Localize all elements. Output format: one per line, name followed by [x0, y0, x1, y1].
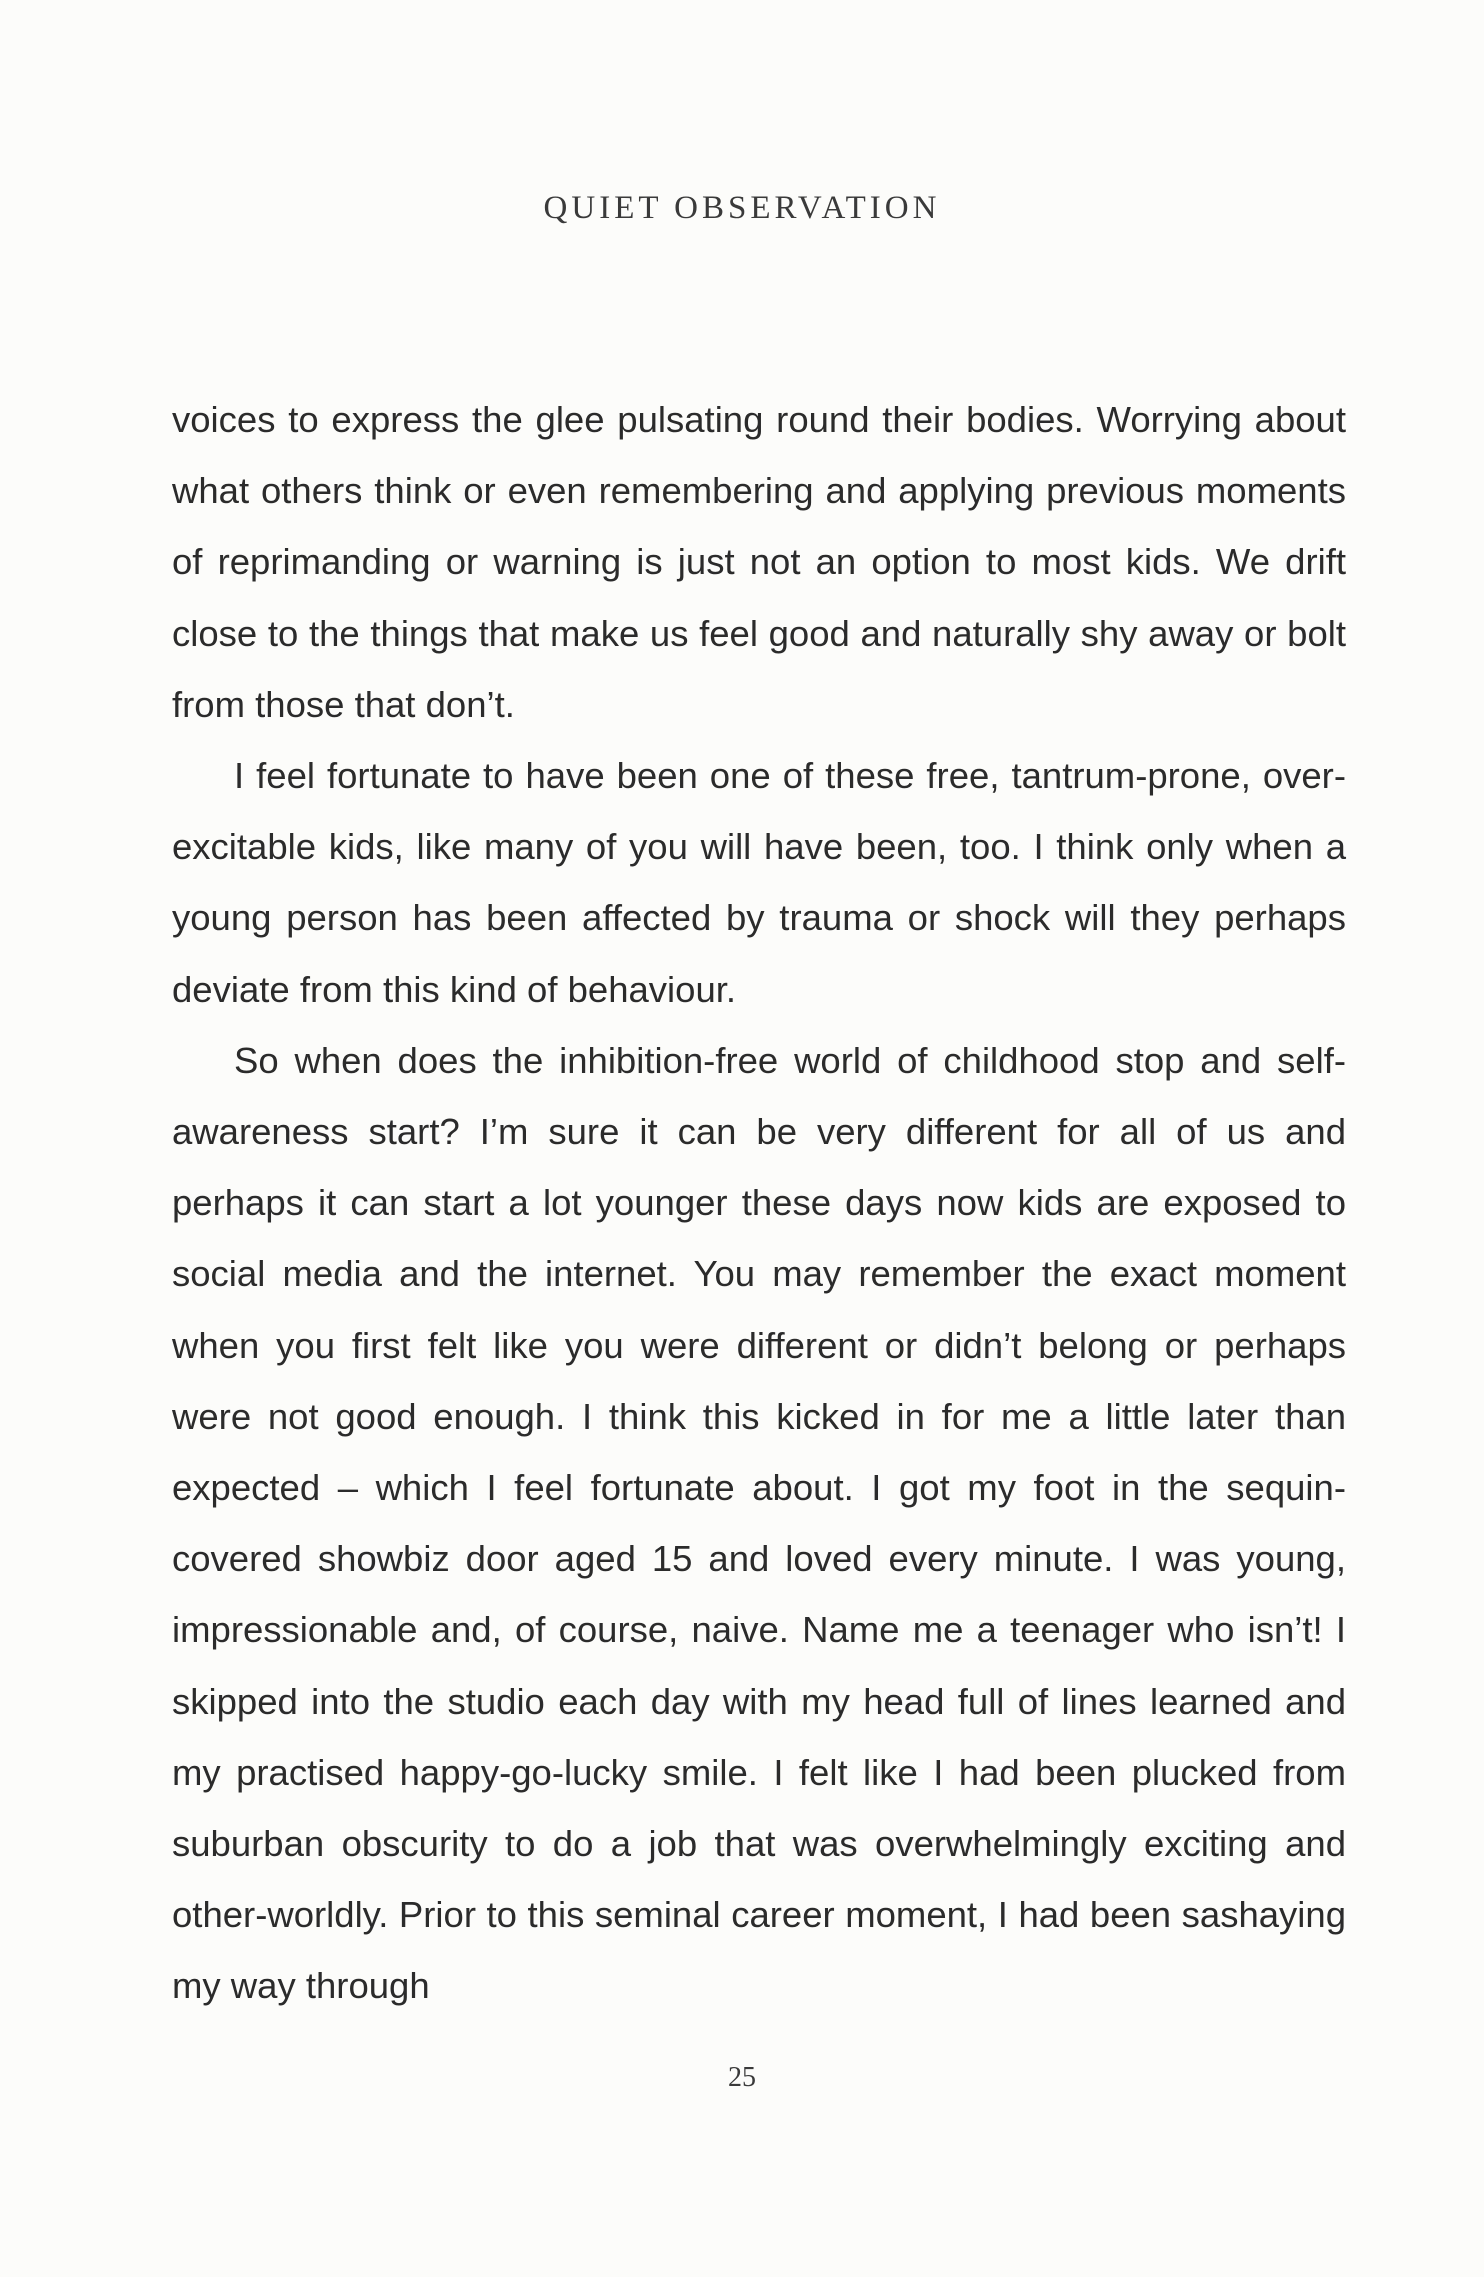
- paragraph-continued: voices to express the glee pulsating round their bodies. Worrying about what others think or even remembering and applying previous moments of reprimanding or warning is just not an option to most kids. We drift close to the things that make us feel good and naturally shy away or bolt from those that don’t.: [172, 399, 1346, 725]
- paragraph: I feel fortunate to have been one of these free, tantrum-prone, over-excitable kids, like many of you will have been, too. I think only when a young person has been affected by trauma or shock will they perhaps deviate from this kind of behaviour.: [172, 755, 1346, 1010]
- body-text: [172, 384, 1346, 2022]
- running-header: QUIET OBSERVATION: [543, 190, 941, 226]
- page-number: 25: [728, 2062, 756, 2093]
- paragraph: So when does the inhibition-free world of childhood stop and self-awareness start? I’m sure it can be very different for all of us and perhaps it can start a lot younger these days now kids are exposed to social media and the internet. You may remember the exact moment when you first felt like you were different or didn’t belong or perhaps were not good enough. I think this kicked in for me a little later than expected – which I feel fortunate about. I got my foot in the sequin-covered showbiz door aged 15 and loved every minute. I was young, impressionable and, of course, naive. Name me a teenager who isn’t! I skipped into the studio each day with my head full of lines learned and my practised happy-go-lucky smile. I felt like I had been plucked from suburban obscurity to do a job that was overwhelmingly exciting and other-worldly. Prior to this seminal career moment, I had been sashaying my way through: [172, 1039, 1346, 2007]
